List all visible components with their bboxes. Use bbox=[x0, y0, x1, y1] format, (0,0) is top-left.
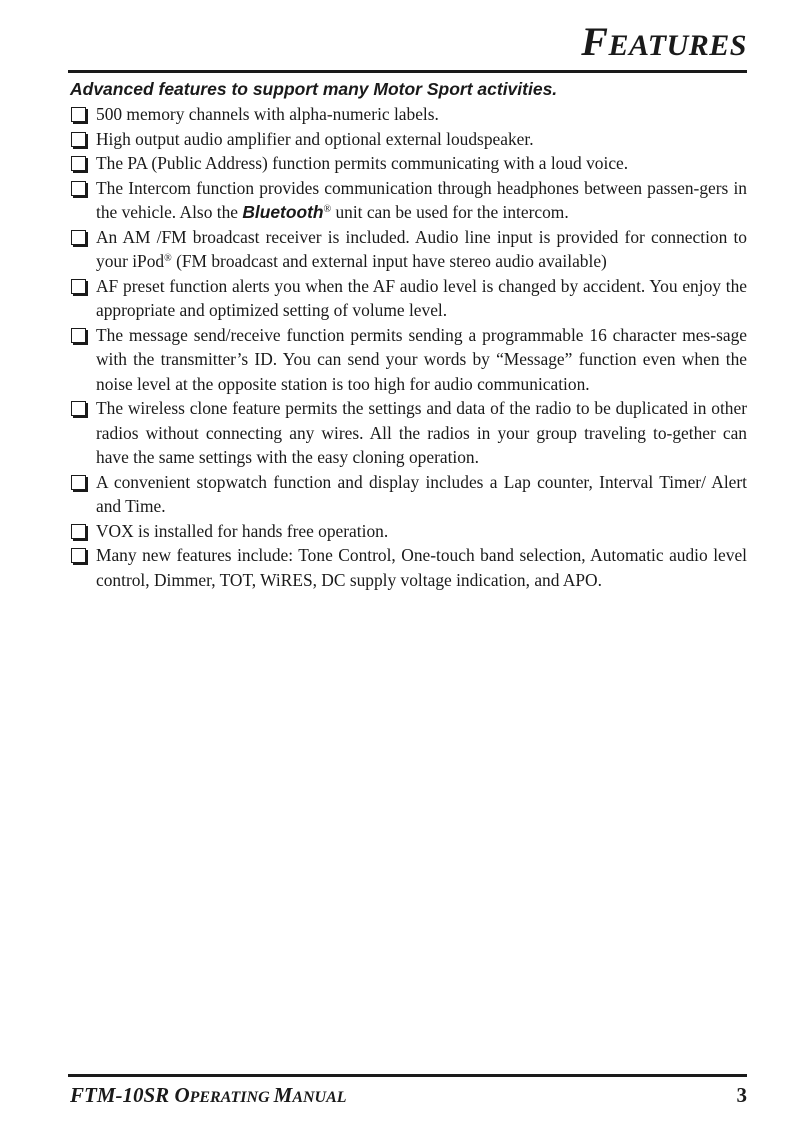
page-title-rest: EATURES bbox=[608, 29, 747, 62]
checkbox-icon bbox=[71, 475, 86, 490]
checkbox-icon bbox=[71, 328, 86, 343]
registered-mark: ® bbox=[323, 204, 332, 215]
checkbox-icon bbox=[71, 156, 86, 171]
title-rule bbox=[68, 70, 747, 73]
feature-item bbox=[68, 470, 747, 519]
feature-text: High output audio amplifier and optional external loudspeaker. bbox=[96, 128, 534, 149]
feature-text: The wireless clone feature permits the settings and data of the radio to be duplicated in other radios without connecting any wires. All the radios in your group traveling to-gether can have the same settings with the easy cloning operation. bbox=[96, 398, 747, 467]
feature-item bbox=[68, 519, 747, 544]
checkbox-icon bbox=[71, 548, 86, 563]
feature-item bbox=[68, 151, 747, 176]
feature-item bbox=[68, 127, 747, 152]
feature-item bbox=[68, 225, 747, 274]
checkbox-icon bbox=[71, 230, 86, 245]
checkbox-icon bbox=[71, 401, 86, 416]
feature-item bbox=[68, 323, 747, 397]
footer-initial-o: O bbox=[174, 1083, 190, 1107]
feature-text: The PA (Public Address) function permits communicating with a loud voice. bbox=[96, 153, 629, 173]
footer-word-manual: ANUAL bbox=[292, 1089, 347, 1106]
feature-text-post: unit can be used for the intercom. bbox=[331, 202, 569, 222]
page-number: 3 bbox=[736, 1083, 747, 1107]
feature-item bbox=[68, 274, 747, 323]
footer-manual-title bbox=[70, 1082, 347, 1111]
feature-text-pre: An AM /FM broadcast receiver is included. Audio line input is provided for connection to your iPod bbox=[96, 226, 747, 271]
feature-item bbox=[68, 102, 747, 127]
feature-text: 500 memory channels with alpha-numeric labels. bbox=[96, 104, 439, 124]
feature-text-pre: The Intercom function provides communication through headphones between passen-gers in the vehicle. Also the bbox=[96, 177, 747, 222]
page-title bbox=[581, 19, 747, 64]
section-heading: Advanced features to support many Motor Sport activities. bbox=[70, 79, 558, 99]
feature-text-post: (FM broadcast and external input have stereo audio available) bbox=[171, 251, 607, 271]
feature-text: VOX is installed for hands free operation. bbox=[96, 520, 389, 541]
checkbox-icon bbox=[71, 107, 86, 122]
feature-text: Many new features include: Tone Control, One-touch band selection, Automatic audio level control, Dimmer, TOT, WiRES, DC supply voltage indication, and APO. bbox=[96, 545, 747, 590]
feature-item bbox=[68, 543, 747, 592]
feature-text: The message send/receive function permits sending a programmable 16 character mes-sage with the transmitter’s ID. You can send your words by “Message” function even when the noise level at the opposite station is too high for audio communication. bbox=[96, 324, 747, 394]
footer-initial-m: M bbox=[273, 1083, 293, 1107]
page-title-initial: F bbox=[581, 19, 609, 64]
footer-rule bbox=[68, 1074, 747, 1077]
checkbox-icon bbox=[71, 524, 86, 539]
footer-model: FTM-10SR bbox=[70, 1083, 175, 1107]
feature-item bbox=[68, 396, 747, 470]
checkbox-icon bbox=[71, 181, 86, 196]
feature-item bbox=[68, 176, 747, 225]
feature-list bbox=[68, 102, 747, 592]
checkbox-icon bbox=[71, 279, 86, 294]
registered-mark: ® bbox=[164, 253, 172, 264]
footer-word-operating: PERATING bbox=[189, 1089, 274, 1106]
feature-text: A convenient stopwatch function and display includes a Lap counter, Interval Timer/ Alert and Time. bbox=[96, 471, 747, 516]
checkbox-icon bbox=[71, 132, 86, 147]
bluetooth-brand: Bluetooth bbox=[242, 202, 324, 222]
feature-text: AF preset function alerts you when the AF audio level is changed by accident. You enjoy the appropriate and optimized setting of volume level. bbox=[96, 275, 747, 320]
